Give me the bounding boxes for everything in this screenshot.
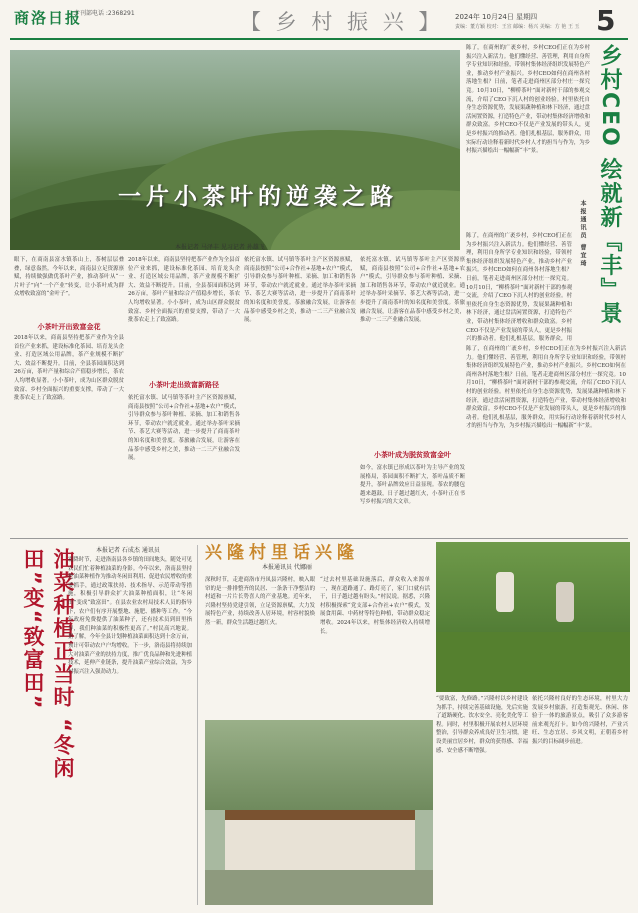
right-feature-body-cont: 陈了，在商州的广袤乡村，乡村CEO们正在为乡村振兴注入新活力。他们懂经营、善管理，利用自身所学专业知识和经验，带领村集体经济组织发展特色产业，推动乡村产业振兴。乡村CEO如何在商州各村落地生根？日前，笔者走进商州区部分村庄一探究竟。10月10日，“柳桥茶叶”面对新村干部的参观交流，介绍了CEO下沉人村的创业经验。村里依托自身生态资源优势，发展果蔬种植和林下经济，通过盘活闲置资源，打造特色产业，带动村集体经济增收和群众致富。乡村CEO不仅是产业发展的带头人，更是乡村振兴的推动者。他们扎根基层，服务群众，用 — [466, 233, 572, 342]
left-feature-byline: 本报记者 石成杰 通讯员 — [96, 547, 160, 554]
village-paragraph-2: “过去村里基础设施落后，群众收入来源单一，现在道路通了、路灯亮了，家门口就有活干，日子越过越有盼头。”村民说。据悉，兴隆村积极探索“党支部+合作社+农户”模式，发展食用菌、中药材等特色种植，带动群众稳定增收。2024年以来，村集体经济收入持续增长。 — [320, 577, 430, 635]
village-paragraph-1: 深秋时节，走进商洛市丹凤县兴隆村，映入眼帘的是一排排整齐的民居、一条条干净整洁的村道和一片片长势喜人的产业基地。近年来，兴隆村坚持党建引领，立足资源禀赋，大力发展特色产业，持续改善人居环境，村容村貌焕然一新，群众生活越过越红火。 — [205, 577, 315, 626]
lead-paragraph-2: 2018年以来，商南县坚持把茶产业作为全县首位产业来抓，建设标准化茶园、培育龙头企业、打造区域公用品牌，茶产业规模不断扩大、效益不断提升。目前，全县茶园面积达到26万亩，茶叶产量和综合产值稳步增长，茶农人均增收显著。小小茶叶，成为山区群众脱贫致富、乡村全面振兴的重要支撑，带动了一大批茶农走上了致富路。 — [14, 335, 124, 402]
column-divider — [197, 545, 198, 905]
right-feature-headline: 乡村CEO 绘就新『丰』景 — [597, 44, 622, 326]
right-feature-body: 陈了，在商州的广袤乡村，乡村CEO们正在为乡村振兴注入新活力。他们懂经营、善管理，利用自身所学专业知识和经验，带领村集体经济组织发展特色产业，推动乡村产业振兴。乡村CEO如何在商州各村落地生根？日前，笔者走进商州区部分村庄一探究竟。10月10日，“柳桥茶叶”面对新村干部的参观交流，介绍了CEO下沉人村的创业经验。村里依托自身生态资源优势，发展果蔬种植和林下经济，通过盘活闲置资源，打造特色产业，带动村集体经济增收和群众致富。乡村CEO不仅是产业发展的带头人，更是乡村振兴的推动者。他们扎根基层，服务群众，用实际行动诠释着新时代乡村人才的担当与作为，为乡村振兴描绘出一幅幅新“丰”景。 — [466, 45, 590, 155]
lead-paragraph-3: 依托富水镇、试马镇等茶叶主产区资源禀赋，商南县按照“公司+合作社+基地+农户”模式，引导群众参与茶叶种植、采摘、加工和销售各环节，带动农户就近就业。通过举办茶叶采摘节、茶艺大赛等活动，进一步提升了商南茶叶的知名度和美誉度。茶旅融合发展，让游客在品茶中感受乡村之美，推动一二三产业融合发展。 — [128, 395, 240, 462]
editor-credits: 责编：董方颖 校对：王宣 邮编：杨兴 美编：方 艳 王 玉 — [455, 24, 580, 30]
lead-paragraph-3-more: 依托富水镇、试马镇等茶叶主产区资源禀赋，商南县按照“公司+合作社+基地+农户”模式，引导群众参与茶叶种植、采摘、加工和销售各环节，带动农户就近就业。通过举办茶叶采摘节、茶艺大赛等活动，进一步提升了商南茶叶的知名度和美誉度。茶旅融合发展，让游客在品茶中感受乡村之美，推动一二三产业融合发展。 — [360, 257, 465, 324]
right-feature-byline: 本报通讯员 曹宜琦 — [579, 200, 586, 269]
lead-subhead-3: 小茶叶成为脱贫致富金叶 — [374, 451, 451, 459]
newspaper-logo: 商洛日报 — [14, 9, 83, 27]
left-feature-headline: 油菜种植正当时 “冬闲田”变“致富田” — [21, 548, 75, 781]
lead-byline: 本报记者 马泽丰 见习记者 孙雄飞 — [175, 244, 265, 251]
hero-photo-tea-terraces — [10, 50, 460, 250]
masthead-subline: 专刊部电话 :2368291 — [74, 10, 135, 17]
page-number: 5 — [596, 4, 616, 37]
right-feature-body-more: 陈了，在商州的广袤乡村，乡村CEO们正在为乡村振兴注入新活力。他们懂经营、善管理，利用自身所学专业知识和经验，带领村集体经济组织发展特色产业，推动乡村产业振兴。乡村CEO如何在商州各村落地生根？日前，笔者走进商州区部分村庄一探究竟。10月10日，“柳桥茶叶”面对新村干部的参观交流，介绍了CEO下沉人村的创业经验。村里依托自身生态资源优势，发展果蔬种植和林下经济，通过盘活闲置资源，打造特色产业，带动村集体经济增收和群众致富。乡村CEO不仅是产业发展的带头人，更是乡村振兴的推动者。他们扎根基层，服务群众，用实际行动诠释着新时代乡村人才的担当与作为，为乡村振兴描绘出一幅幅新“丰”景。 — [466, 346, 626, 430]
lead-paragraph-1: 眼下，在商南县富水镇茶山上，茶树层层叠叠，绿意盎然。今年以来，商南县立足资源禀赋，持续做强做优茶叶产业，推动茶叶从“一片叶子”向“一个产业”转变，让小茶叶成为群众增收致富的“金叶子”。 — [14, 257, 124, 298]
lead-subhead-2: 小茶叶走出致富新路径 — [149, 381, 219, 389]
masthead-rule — [10, 38, 628, 40]
lead-subhead-1: 小茶叶开出致富金花 — [37, 323, 101, 331]
left-feature-body: 霜降时节，走进洛南县各乡镇的田间地头，随处可见农民们忙着种植油菜的身影。今年以来，洛南县坚持把油菜种植作为推动冬闲田利用、促进农民增收的重要抓手，通过政策扶持、技术指导、示范带动等措施，积极引导群众扩大油菜种植面积，让“冬闲田”变成“致富田”。在县农业农村局技术人员的指导下，农户们有序开展整地、施肥、播种等工作。“今年政府免费提供了油菜种子，还有技术员到田里指导，我们种油菜的积极性更高了。”村民高兴地说。据了解，今年全县计划种植油菜面积达到十余万亩，预计可带动农户户均增收。下一步，洛南县将持续加大对油菜产业的扶持力度，推广优良品种和先进种植技术，延伸产业链条，提升油菜产业综合效益，为乡村振兴注入强劲动力。 — [68, 557, 192, 675]
village-byline: 本报通讯员 代娜丽 — [262, 564, 312, 571]
lead-headline: 一片小茶叶的逆袭之路 — [118, 183, 398, 210]
village-photo-tea-pickers — [436, 542, 630, 692]
section-title: 【 乡 村 振 兴 】 — [240, 10, 444, 34]
village-photo-houses — [205, 720, 433, 905]
village-headline: 兴隆村里话兴隆 — [205, 543, 359, 563]
village-paragraph-3: “要致富，先修路。”兴隆村以乡村建设为抓手，持续完善基础设施，先后实施了道路硬化、饮水安全、亮化美化等工程。同时，村里积极开展农村人居环境整治，引导群众养成良好卫生习惯，建设美丽宜居乡村，群众的获得感、幸福感、安全感不断增强。 — [436, 696, 528, 754]
issue-date: 2024年 10月24日 星期四 — [455, 13, 538, 21]
village-paragraph-4: 依托兴隆村良好的生态环境，村里大力发展乡村旅游，打造集观光、休闲、体验于一体的旅游景点，吸引了众多游客前来观光打卡。如今的兴隆村，产业兴旺、生态宜居、乡风文明，正朝着乡村振兴的目标阔步前进。 — [532, 696, 628, 745]
lead-paragraph-4: 如今，富水镇已形成以茶叶为主导产业的发展格局，茶园面积不断扩大，茶叶品质不断提升，茶叶品牌效应日益显现。茶农的腰包越来越鼓，日子越过越红火，小茶叶正在书写乡村振兴的大文章。 — [360, 465, 465, 506]
lead-paragraph-2-cont: 2018年以来，商南县坚持把茶产业作为全县首位产业来抓，建设标准化茶园、培育龙头企业、打造区域公用品牌，茶产业规模不断扩大、效益不断提升。目前，全县茶园面积达到26万亩，茶叶产量和综合产值稳步增长，茶农人均增收显著。小小茶叶，成为山区群众脱贫致富、乡村全面振兴的重要支撑，带动了一大批茶农走上了致富路。 — [128, 257, 240, 324]
lead-paragraph-3-cont: 依托富水镇、试马镇等茶叶主产区资源禀赋，商南县按照“公司+合作社+基地+农户”模式，引导群众参与茶叶种植、采摘、加工和销售各环节，带动农户就近就业。通过举办茶叶采摘节、茶艺大赛等活动，进一步提升了商南茶叶的知名度和美誉度。茶旅融合发展，让游客在品茶中感受乡村之美，推动一二三产业融合发展。 — [244, 257, 356, 324]
